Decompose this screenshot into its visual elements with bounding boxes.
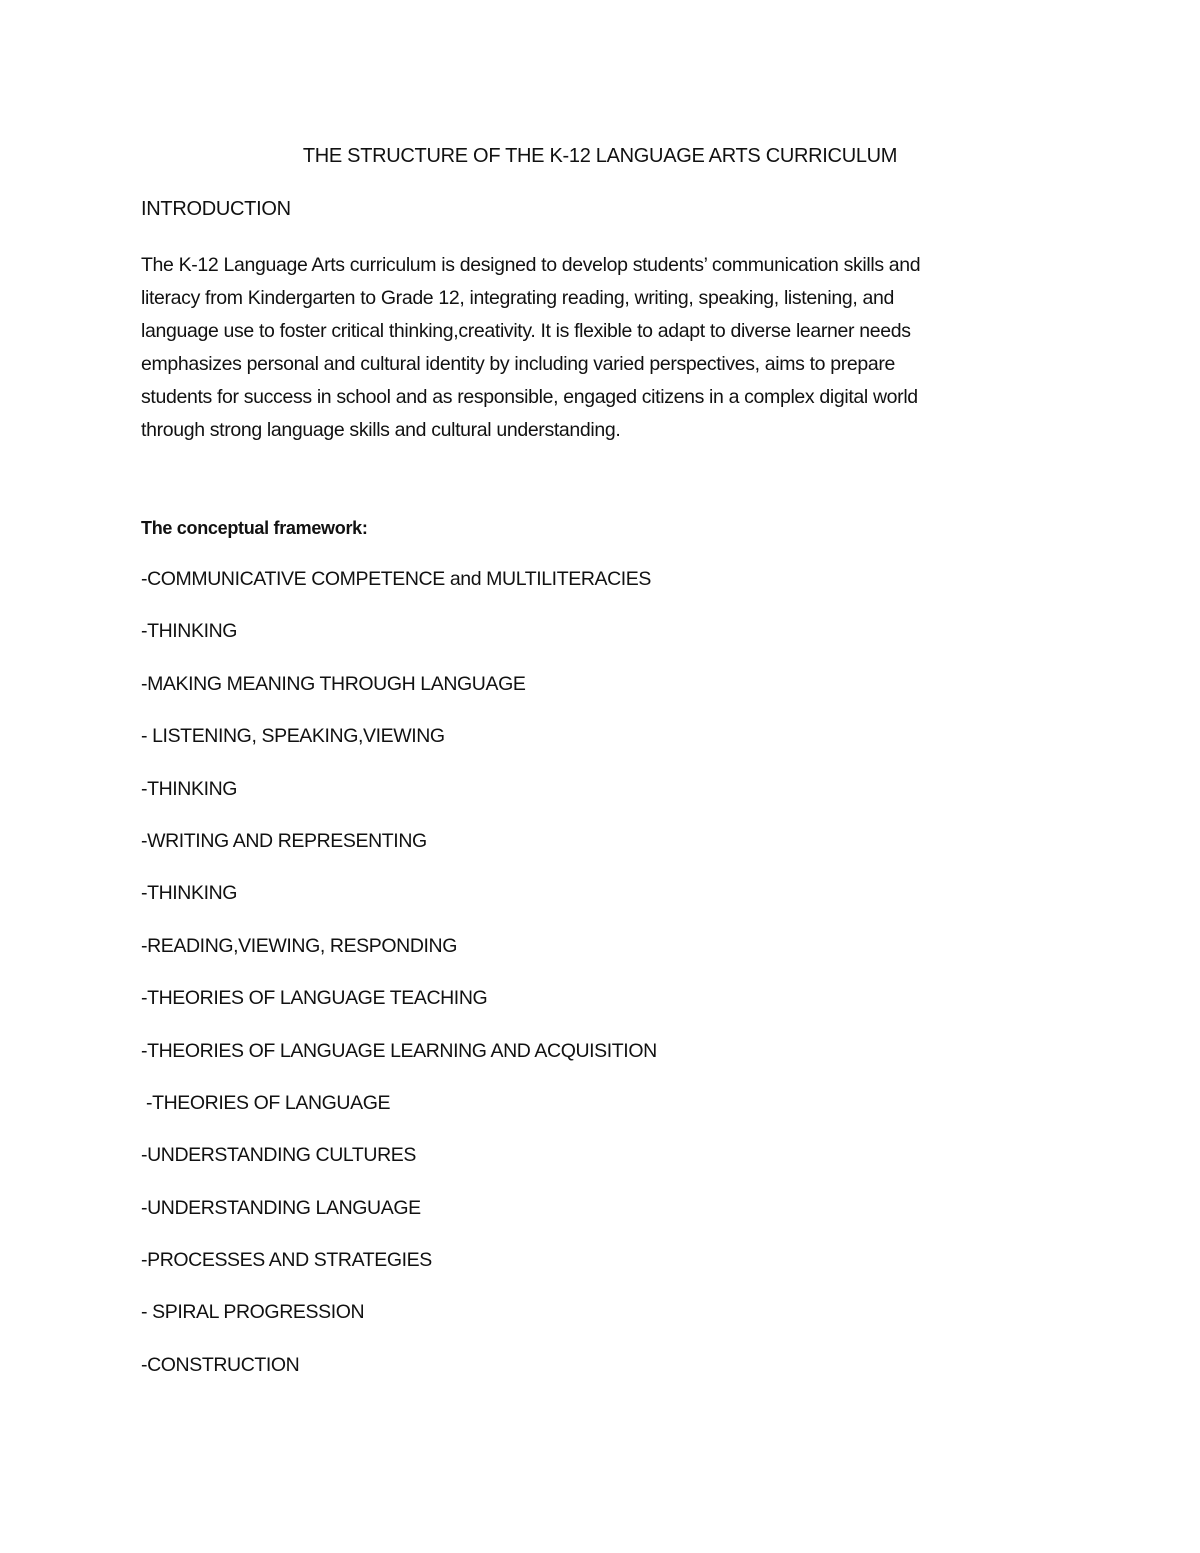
framework-item: -THINKING xyxy=(141,777,238,800)
framework-item: -PROCESSES AND STRATEGIES xyxy=(141,1249,432,1272)
framework-item: -READING,VIEWING, RESPONDING xyxy=(141,934,457,957)
framework-item: -THEORIES OF LANGUAGE LEARNING AND ACQUISITION xyxy=(141,1039,657,1062)
paragraph-line: emphasizes personal and cultural identity by including varied perspectives, aims to prepare xyxy=(141,353,895,375)
framework-item: -THINKING xyxy=(141,620,238,643)
section-heading-introduction: INTRODUCTION xyxy=(141,198,291,220)
framework-item: - LISTENING, SPEAKING,VIEWING xyxy=(141,725,445,748)
document-title: THE STRUCTURE OF THE K-12 LANGUAGE ARTS CURRICULUM xyxy=(302,145,898,167)
framework-item: -UNDERSTANDING LANGUAGE xyxy=(141,1196,421,1219)
framework-item: -WRITING AND REPRESENTING xyxy=(141,829,427,852)
framework-item: -THEORIES OF LANGUAGE TEACHING xyxy=(141,987,488,1010)
framework-item: -MAKING MEANING THROUGH LANGUAGE xyxy=(141,672,526,695)
framework-item: -UNDERSTANDING CULTURES xyxy=(141,1144,417,1167)
paragraph-line: language use to foster critical thinking,creativity. It is flexible to adapt to diverse learner needs xyxy=(141,320,911,342)
framework-item: -THINKING xyxy=(141,882,238,905)
framework-item: -COMMUNICATIVE COMPETENCE and MULTILITERACIES xyxy=(141,568,652,590)
framework-item: -THEORIES OF LANGUAGE xyxy=(141,1091,391,1114)
paragraph-line: literacy from Kindergarten to Grade 12, integrating reading, writing, speaking, listening, and xyxy=(141,287,894,309)
framework-heading: The conceptual framework: xyxy=(141,518,368,538)
introduction-paragraph xyxy=(141,249,1061,447)
paragraph-line: through strong language skills and cultural understanding. xyxy=(141,419,621,441)
paragraph-line: students for success in school and as responsible, engaged citizens in a complex digital world xyxy=(141,386,918,408)
paragraph-line: The K-12 Language Arts curriculum is designed to develop students’ communication skills and xyxy=(141,254,921,276)
framework-item: -CONSTRUCTION xyxy=(141,1353,300,1376)
framework-list xyxy=(141,566,657,1404)
framework-item: - SPIRAL PROGRESSION xyxy=(141,1301,365,1324)
